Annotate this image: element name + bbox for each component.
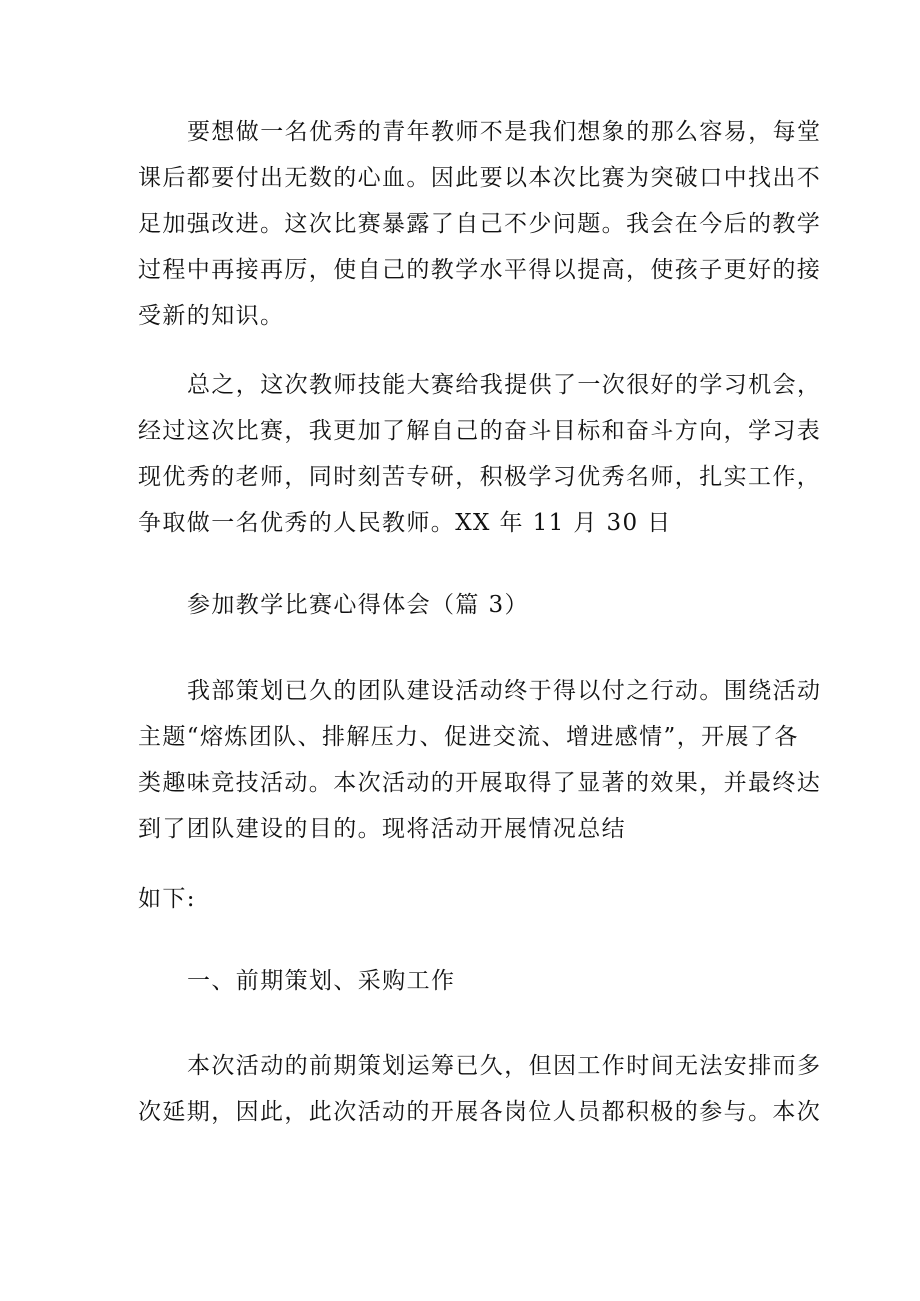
paragraph-line: 争取做一名优秀的人民教师。XX 年 11 月 30 日 <box>138 510 672 536</box>
paragraph-line: 我部策划已久的团队建设活动终于得以付之行动。围绕活动 <box>187 678 822 704</box>
paragraph-line: 经过这次比赛，我更加了解自己的奋斗目标和奋斗方向，学习表 <box>138 418 822 444</box>
paragraph-line: 本次活动的前期策划运筹已久，但因工作时间无法安排而多 <box>187 1053 822 1079</box>
paragraph-line: 受新的知识。 <box>138 303 285 329</box>
paragraph-line: 足加强改进。这次比赛暴露了自己不少问题。我会在今后的教学 <box>138 211 822 237</box>
paragraph-line: 类趣味竞技活动。本次活动的开展取得了显著的效果，并最终达 <box>138 770 822 796</box>
paragraph-line: 现优秀的老师，同时刻苦专研，积极学习优秀名师，扎实工作， <box>138 464 822 490</box>
paragraph-line: 课后都要付出无数的心血。因此要以本次比赛为突破口中找出不 <box>138 165 822 191</box>
subsection-heading: 一、前期策划、采购工作 <box>187 968 456 994</box>
paragraph-line: 过程中再接再厉，使自己的教学水平得以提高，使孩子更好的接 <box>138 257 822 283</box>
section-heading: 参加教学比赛心得体会（篇 3） <box>187 592 529 618</box>
paragraph-line: 主题“熔炼团队、排解压力、促进交流、增进感情”，开展了各 <box>138 724 799 750</box>
paragraph-line: 到了团队建设的目的。现将活动开展情况总结 <box>138 816 626 842</box>
paragraph-line: 总之，这次教师技能大赛给我提供了一次很好的学习机会， <box>187 372 822 398</box>
paragraph-line: 要想做一名优秀的青年教师不是我们想象的那么容易，每堂 <box>187 119 822 145</box>
paragraph-line: 如下: <box>138 886 196 912</box>
paragraph-line: 次延期，因此，此次活动的开展各岗位人员都积极的参与。本次 <box>138 1099 822 1125</box>
